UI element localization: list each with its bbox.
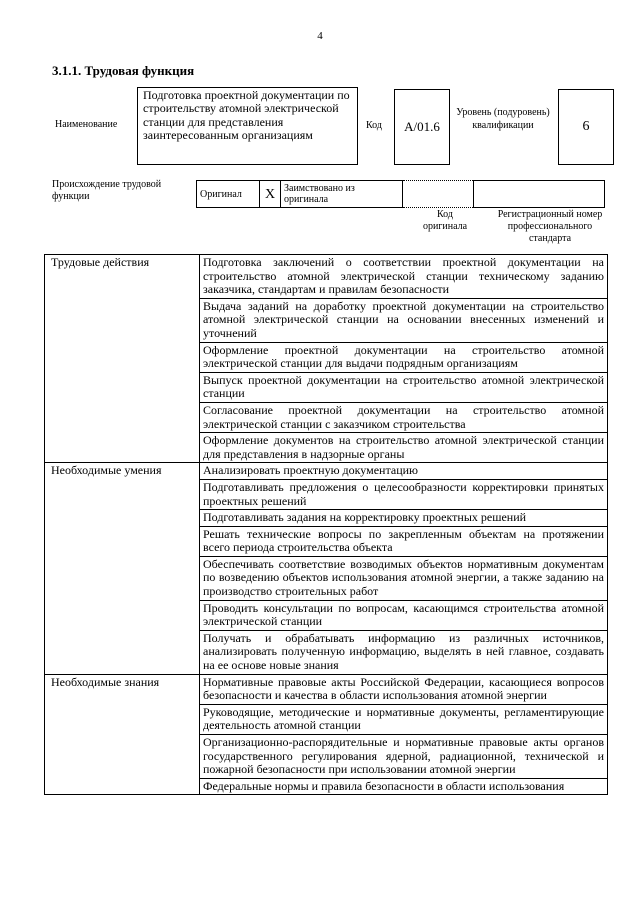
table-row	[45, 674, 608, 704]
table-row	[45, 255, 608, 299]
labor-function-table	[44, 254, 608, 795]
item-cell: Подготовка заключений о соответствии проектной документации на строительство атомной электрической станции техническому заданию заказчика, стандартам и правилам безопасности	[200, 255, 608, 299]
item-cell: Нормативные правовые акты Российской Федерации, касающиеся вопросов безопасности и качества в области использования атомной энергии	[200, 674, 608, 704]
item-cell: Согласование проектной документации на строительство атомной электрической станции с заказчиком строительства	[200, 402, 608, 432]
item-cell: Подготавливать задания на корректировку проектных решений	[200, 510, 608, 527]
item-cell: Анализировать проектную документацию	[200, 463, 608, 480]
category-cell: Необходимые знания	[45, 674, 200, 795]
reg-number-label: Регистрационный номер профессионального стандарта	[497, 209, 603, 244]
item-cell: Выдача заданий на доработку проектной документации на строительство атомной электрической станции на основании внесенных изменений и уточнений	[200, 298, 608, 342]
qualification-level-box: 6	[558, 89, 614, 165]
code-original-label: Код оригинала	[422, 209, 468, 232]
item-cell: Выпуск проектной документации на строительство атомной электрической станции	[200, 372, 608, 402]
item-cell: Получать и обрабатывать информацию из различных источников, анализировать полученную информацию, выделять в ней главное, создавать на ее основе новые знания	[200, 630, 608, 674]
item-cell: Подготавливать предложения о целесообразности корректировки принятых проектных решений	[200, 479, 608, 509]
category-cell: Необходимые умения	[45, 463, 200, 674]
category-cell: Трудовые действия	[45, 255, 200, 463]
item-cell: Проводить консультации по вопросам, касающимся строительства атомной электрической станции	[200, 600, 608, 630]
original-label: Оригинал	[197, 181, 260, 208]
original-mark: X	[260, 181, 281, 208]
code-label: Код	[366, 120, 382, 131]
borrowed-label: Заимствовано из оригинала	[281, 181, 403, 208]
item-cell: Решать технические вопросы по закрепленным объектам на протяжении всего периода строительства объекта	[200, 526, 608, 556]
origin-table	[196, 180, 605, 208]
item-cell: Руководящие, методические и нормативные документы, регламентирующие деятельность атомной станции	[200, 704, 608, 734]
item-cell: Федеральные нормы и правила безопасности в области использования	[200, 778, 608, 795]
reg-number-cell	[474, 181, 605, 208]
origin-label: Происхождение трудовой функции	[52, 179, 162, 202]
name-label: Наименование	[55, 119, 118, 130]
section-title: 3.1.1. Трудовая функция	[52, 63, 195, 78]
code-value-box: А/01.6	[394, 89, 450, 165]
table-row	[45, 463, 608, 480]
item-cell: Обеспечивать соответствие возводимых объектов нормативным документам по возведению объектов использования атомной энергии, а также заданию на производство строительных работ	[200, 556, 608, 600]
item-cell: Оформление документов на строительство атомной электрической станции для представления в надзорные органы	[200, 433, 608, 463]
code-original-cell	[403, 181, 474, 208]
page-number: 4	[317, 30, 323, 42]
qualification-level-label: Уровень (подуровень) квалификации	[456, 107, 550, 131]
name-value-box: Подготовка проектной документации по строительству атомной электрической станции для представления заинтересованным организациям	[137, 87, 358, 165]
item-cell: Организационно-распорядительные и нормативные правовые акты органов государственного регулирования ядерной, радиационной, технической и пожарной безопасности при использовании атомной энергии	[200, 735, 608, 779]
item-cell: Оформление проектной документации на строительство атомной электрической станции для выдачи подрядным организациям	[200, 342, 608, 372]
